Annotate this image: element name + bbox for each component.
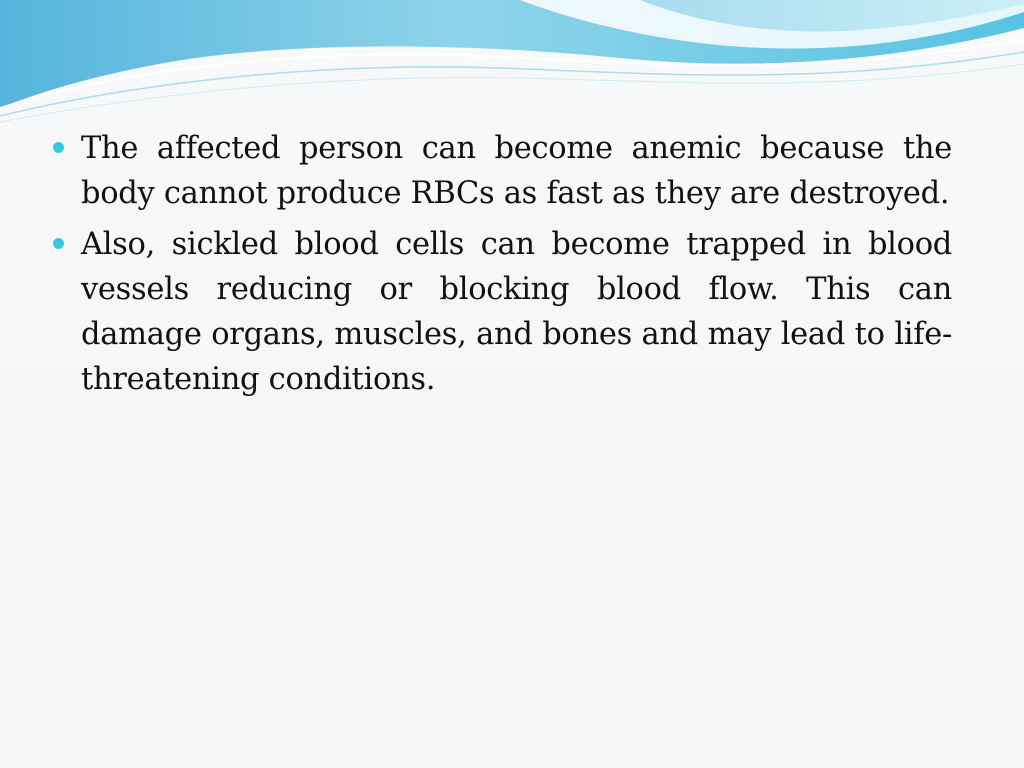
bullet-dot-icon: [53, 142, 64, 153]
bullet-dot-icon: [53, 238, 64, 249]
bullet-text-1: The affected person can become anemic because the body cannot produce RBCs as fast as they are destroyed.: [81, 131, 952, 211]
slide-content: [50, 126, 952, 408]
wave-header-decoration: [0, 0, 1024, 130]
bullet-text-2: Also, sickled blood cells can become trapped in blood vessels reducing or blocking blood flow. This can damage organs, muscles, and bones and may lead to life-threatening conditions.: [81, 227, 952, 397]
bullet-item-2: [50, 222, 952, 402]
bullet-list: [50, 126, 952, 402]
bullet-item-1: [50, 126, 952, 216]
